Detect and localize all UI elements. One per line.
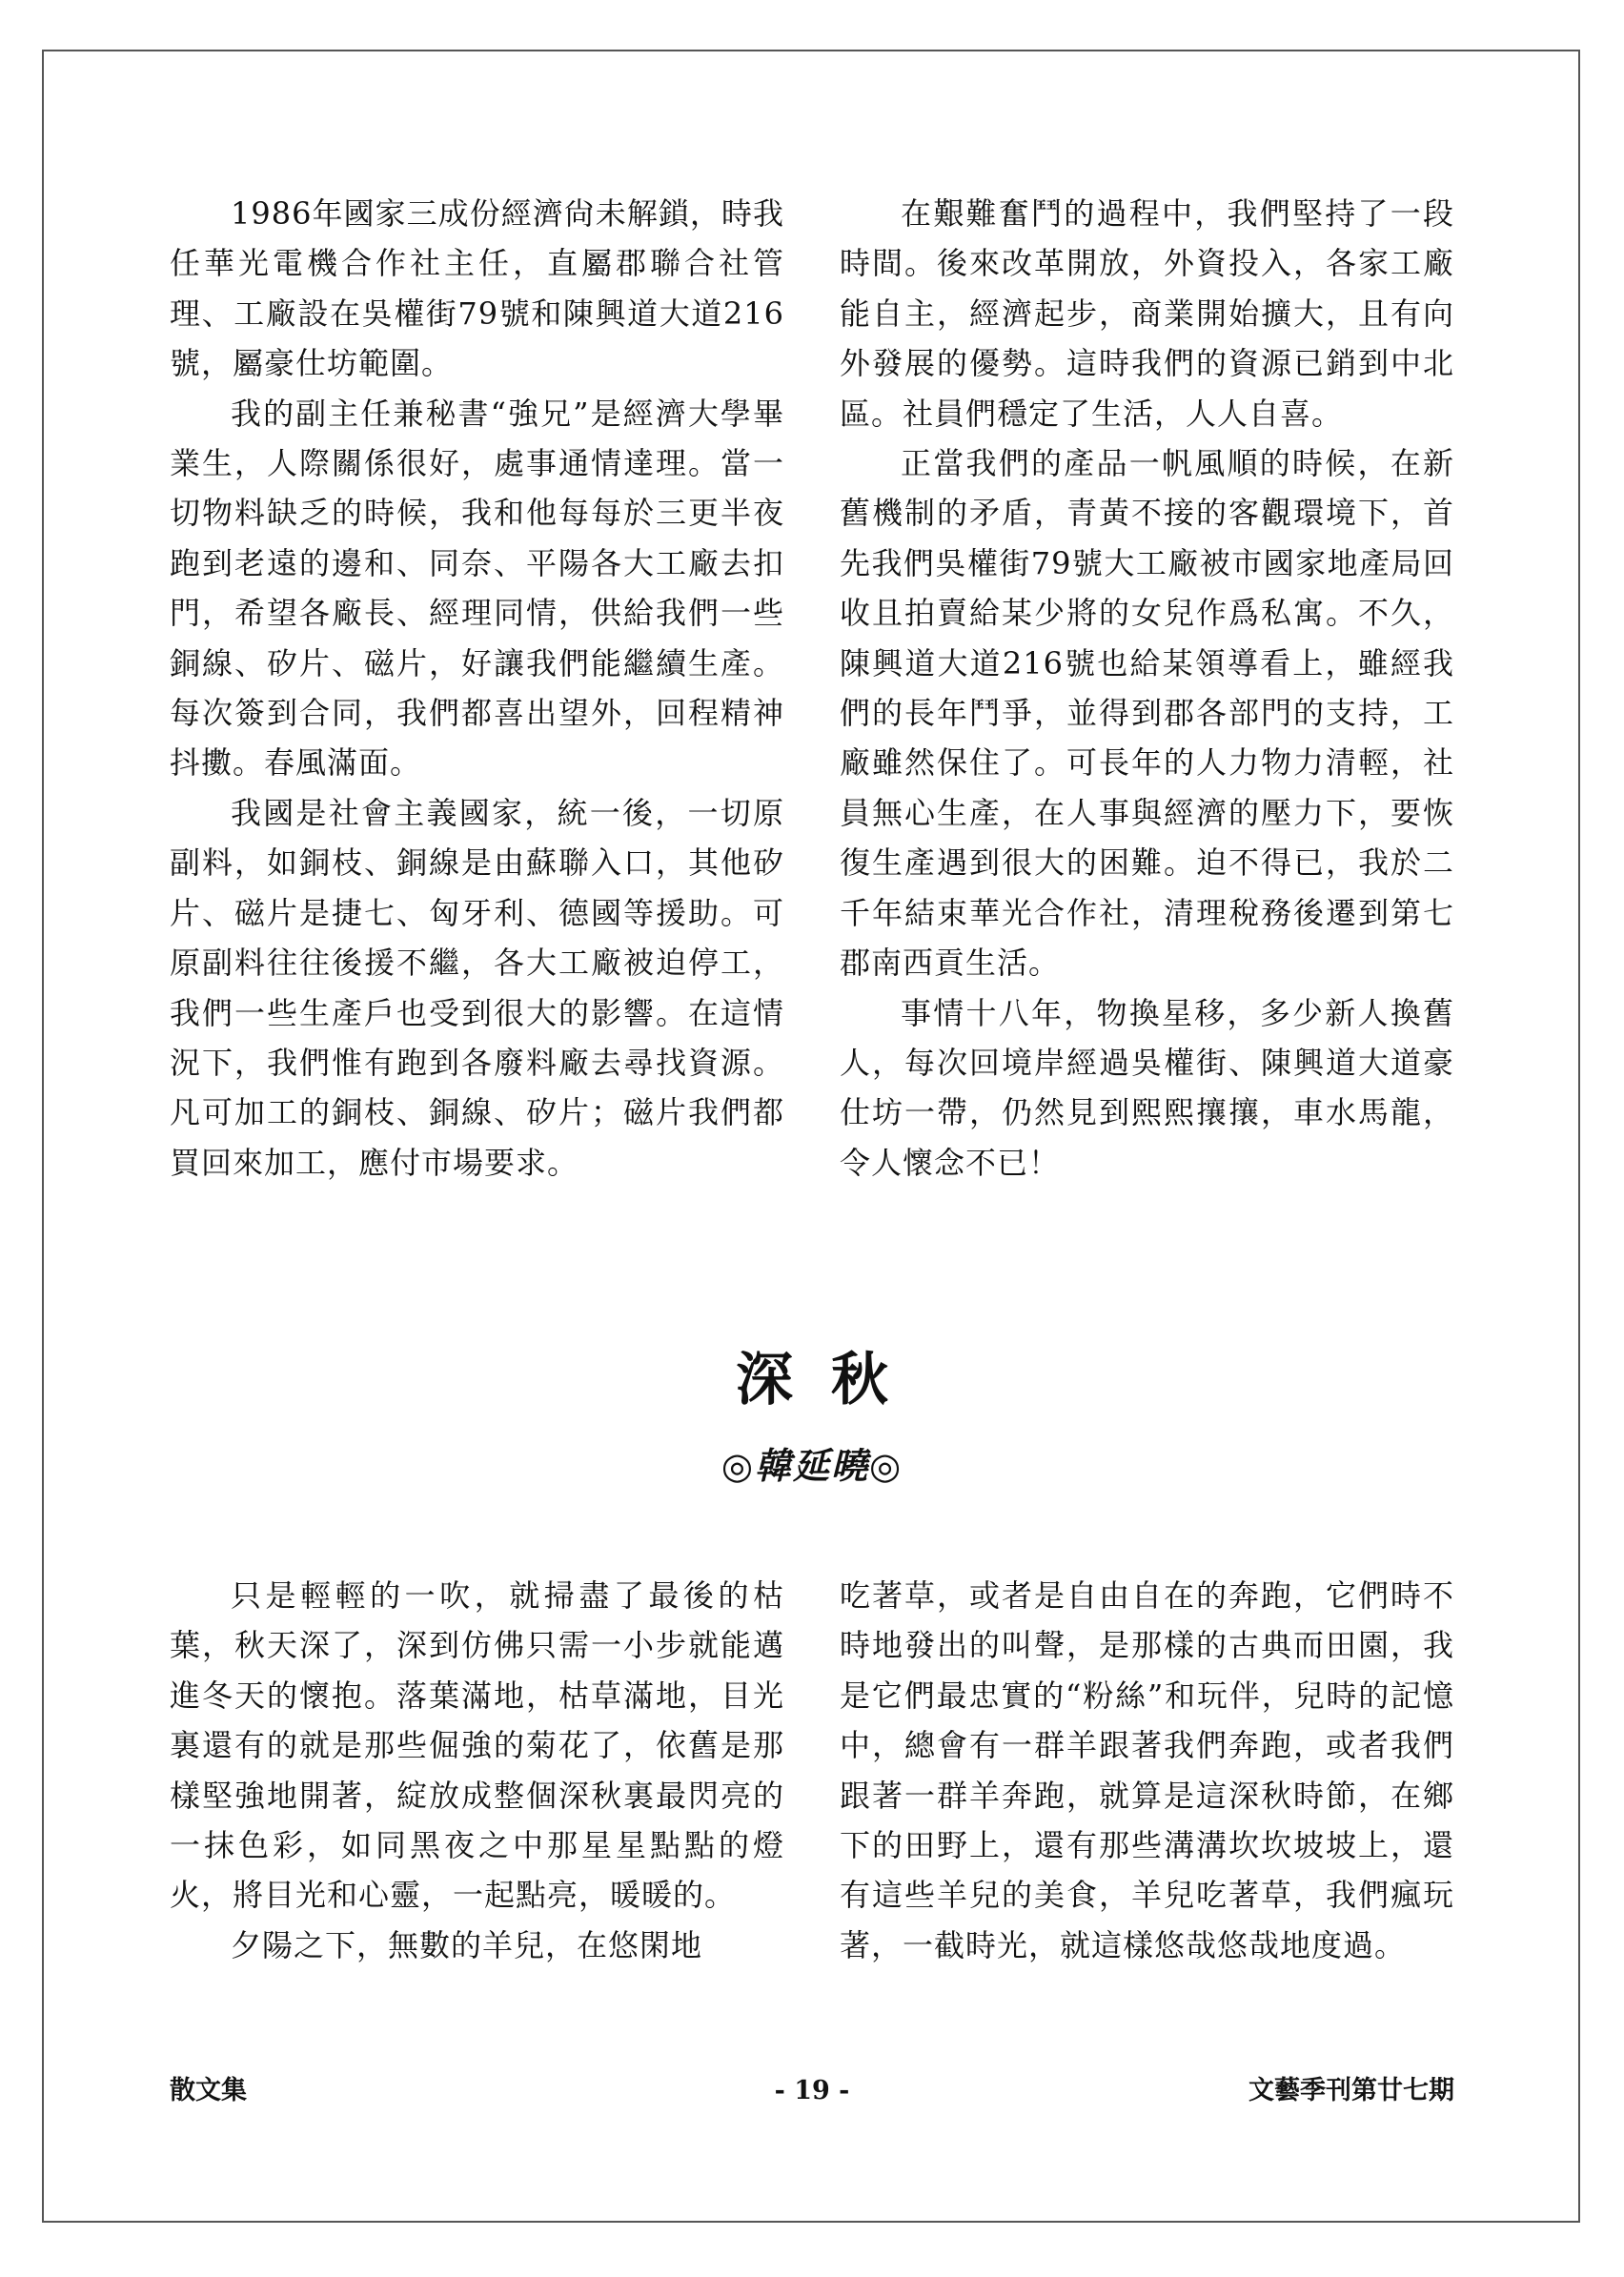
page-number: - 19 - (774, 2076, 850, 2105)
paragraph: 正當我們的產品一帆風順的時候，在新舊機制的矛盾，青黃不接的客觀環境下，首先我們吳權街79號大工廠被市國家地產局回收且拍賣給某少將的女兒作爲私寓。不久，陳興道大道216號也給某領導看上，雖經我們的長年鬥爭，並得到郡各部門的支持，工廠雖然保住了。可長年的人力物力清輕，社員無心生產，在人事與經濟的壓力下，要恢復生產遇到很大的困難。迫不得已，我於二千年結束華光合作社，清理稅務後遷到第七郡南西貢生活。 (840, 445, 1454, 982)
paragraph: 1986年國家三成份經濟尙未解鎖，時我任華光電機合作社主任，直屬郡聯合社管理、工廠設在吳權街79號和陳興道大道216號，屬豪仕坊範圍。 (170, 195, 784, 382)
paragraph: 我國是社會主義國家，統一後，一切原副料，如銅枝、銅線是由蘇聯入口，其他矽片、磁片是捷七、匈牙利、德國等援助。可原副料往往後援不繼，各大工廠被迫停工，我們一些生產戶也受到很大的影響。在這情況下，我們惟有跑到各廢料廠去尋找資源。凡可加工的銅枝、銅線、矽片；磁片我們都買回來加工，應付市場要求。 (170, 794, 784, 1181)
poem-title: 深秋 (736, 1347, 926, 1413)
poem-left-column (170, 1571, 784, 2028)
poem-author: ◎韓延曉◎ (721, 1444, 903, 1487)
paragraph: 在艱難奮鬥的過程中，我們堅持了一段時間。後來改革開放，外資投入，各家工廠能自主，經濟起步，商業開始擴大，且有向外發展的優勢。這時我們的資源已銷到中北區。社員們穩定了生活，人人自喜。 (840, 195, 1454, 432)
paragraph: 吃著草，或者是自由自在的奔跑，它們時不時地發出的叫聲，是那樣的古典而田園，我是它們最忠實的“粉絲”和玩伴，兒時的記憶中，總會有一群羊跟著我們奔跑，或者我們跟著一群羊奔跑，就算是這深秋時節，在鄉下的田野上，還有那些溝溝坎坎坡坡上，還有這些羊兒的美食，羊兒吃著草，我們瘋玩著，一截時光，就這樣悠哉悠哉地度過。 (840, 1577, 1454, 1963)
footer-section-label: 散文集 (170, 2076, 247, 2105)
paragraph: 只是輕輕的一吹，就掃盡了最後的枯葉，秋天深了，深到仿佛只需一小步就能邁進冬天的懷抱。落葉滿地，枯草滿地，目光裏還有的就是那些倔強的菊花了，依舊是那樣堅強地開著，綻放成整個深秋裏最閃亮的一抹色彩，如同黑夜之中那星星點點的燈火，將目光和心靈，一起點亮，暖暖的。 (170, 1577, 784, 1914)
footer-publication: 文藝季刊第廿七期 (1248, 2076, 1454, 2105)
paragraph: 我的副主任兼秘書“強兄”是經濟大學畢業生，人際關係很好，處事通情達理。當一切物料缺乏的時候，我和他每每於三更半夜跑到老遠的邊和、同奈、平陽各大工廠去扣門，希望各廠長、經理同情，供給我們一些銅線、矽片、磁片，好讓我們能繼續生產。每次簽到合同，我們都喜出望外，回程精神抖擻。春風滿面。 (170, 395, 784, 782)
paragraph: 夕陽之下，無數的羊兒，在悠閑地 (231, 1926, 703, 1963)
article-section (170, 189, 1454, 1313)
poem-right-column (840, 1571, 1454, 2028)
poem-section (170, 1571, 1454, 2028)
article-left-column (170, 189, 784, 1313)
article-right-column (840, 189, 1454, 1313)
paragraph: 事情十八年，物換星移，多少新人換舊人，每次回境岸經過吳權街、陳興道大道豪仕坊一帶，仍然見到熙熙攘攘，車水馬龍，令人懷念不已！ (840, 994, 1454, 1181)
